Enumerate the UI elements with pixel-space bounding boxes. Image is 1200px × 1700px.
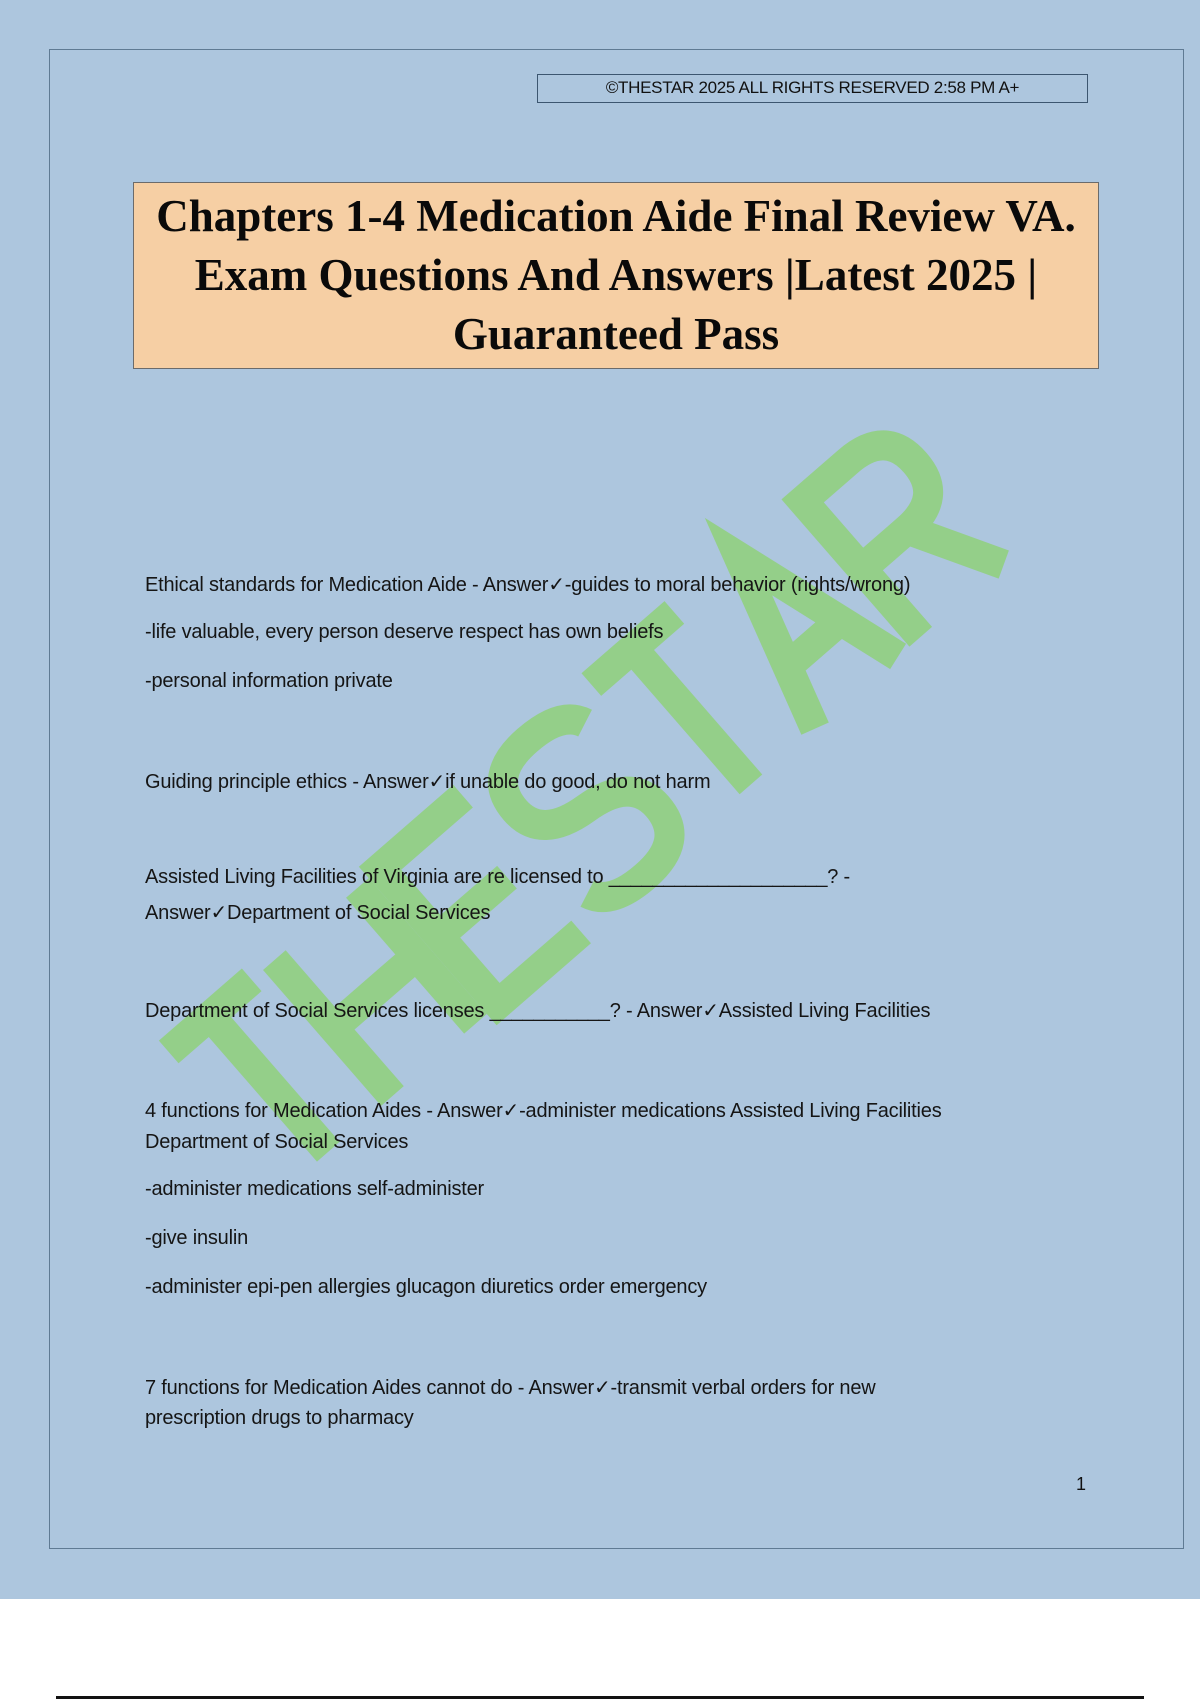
qa-line: Ethical standards for Medication Aide - Answer✓-guides to moral behavior (rights/wrong) [145, 574, 911, 596]
qa-line: 4 functions for Medication Aides - Answer✓-administer medications Assisted Living Facilities [145, 1100, 942, 1122]
copyright-banner: ©THESTAR 2025 ALL RIGHTS RESERVED 2:58 PM A+ [537, 74, 1088, 103]
qa-line: -life valuable, every person deserve respect has own beliefs [145, 621, 664, 643]
qa-line: 7 functions for Medication Aides cannot do - Answer✓-transmit verbal orders for new [145, 1377, 876, 1399]
qa-line: Department of Social Services [145, 1131, 409, 1153]
qa-line: -administer medications self-administer [145, 1178, 484, 1200]
qa-line: Guiding principle ethics - Answer✓if unable do good, do not harm [145, 771, 711, 793]
qa-line: -give insulin [145, 1227, 249, 1249]
qa-line: Answer✓Department of Social Services [145, 902, 491, 924]
page-number: 1 [1076, 1474, 1087, 1494]
divider [56, 1696, 1144, 1699]
qa-line: -personal information private [145, 670, 393, 692]
qa-line: Department of Social Services licenses ___________? - Answer✓Assisted Living Facilities [145, 1000, 931, 1022]
qa-line: -administer epi-pen allergies glucagon diuretics order emergency [145, 1276, 707, 1298]
qa-line: Assisted Living Facilities of Virginia are re licensed to ____________________? - [145, 866, 851, 888]
title-box [133, 182, 1099, 369]
qa-line: prescription drugs to pharmacy [145, 1407, 414, 1429]
document-title: Chapters 1-4 Medication Aide Final Review VA. Exam Questions And Answers |Latest 2025 | Guaranteed Pass [156, 191, 1076, 359]
